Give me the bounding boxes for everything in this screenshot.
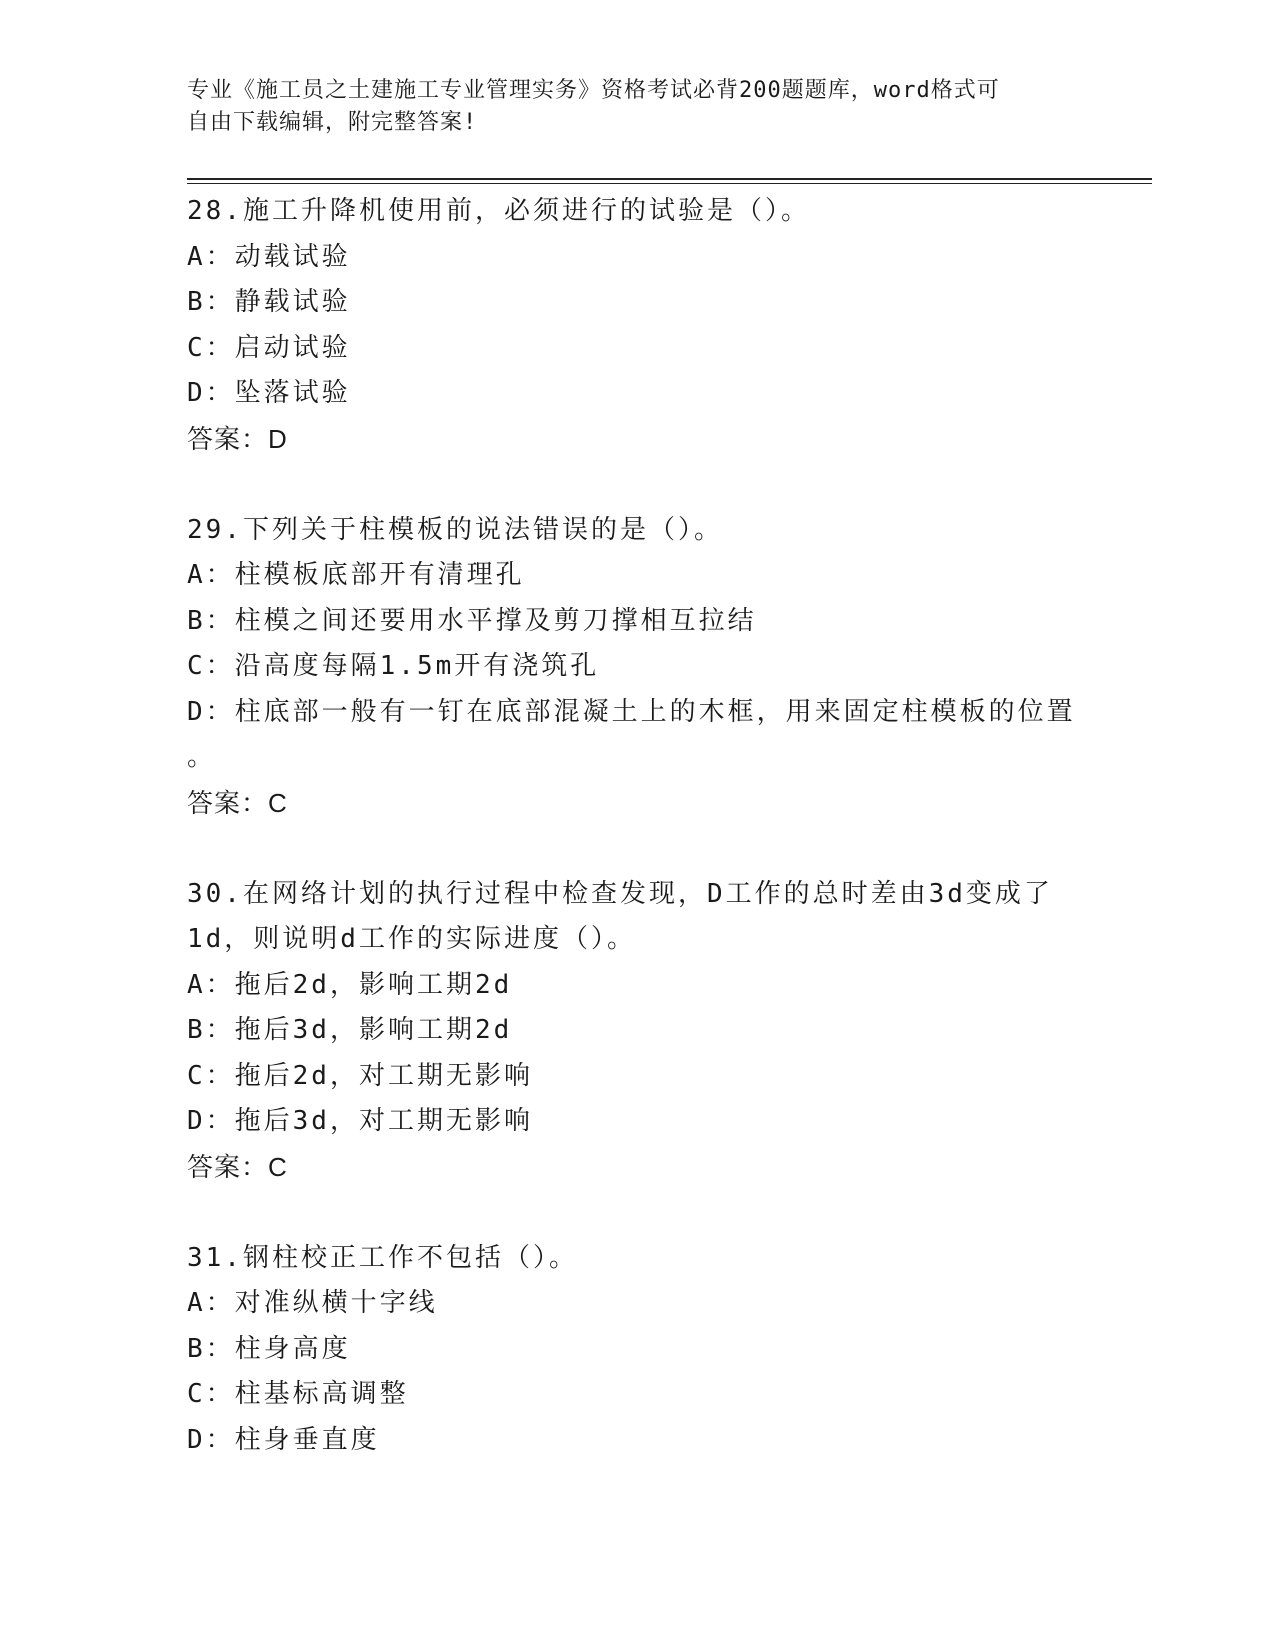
header-divider-thin [187, 183, 1152, 184]
question-list [187, 189, 1087, 1463]
spacer [187, 826, 1087, 872]
option-d-continuation: 。 [187, 742, 217, 772]
question-text: 31.钢柱校正工作不包括（）。 [187, 1242, 578, 1273]
option-a: A：对准纵横十字线 [187, 1288, 438, 1318]
option-b: B：柱身高度 [187, 1333, 351, 1364]
header-line-1: 专业《施工员之土建施工专业管理实务》资格考试必背200题题库，word格式可 [187, 78, 1000, 103]
question-text: 29.下列关于柱模板的说法错误的是（）。 [187, 514, 723, 545]
question-28 [187, 189, 1087, 462]
option-b: B：柱模之间还要用水平撑及剪刀撑相互拉结 [187, 605, 757, 636]
option-d: D：柱底部一般有一钉在底部混凝土上的木框，用来固定柱模板的位置 [187, 696, 1076, 727]
question-text: 28.施工升降机使用前，必须进行的试验是（）。 [187, 196, 810, 226]
option-c: C：沿高度每隔1.5m开有浇筑孔 [187, 651, 600, 681]
option-c: C：柱基标高调整 [187, 1379, 409, 1409]
question-text-continuation: 1d，则说明d工作的实际进度（）。 [187, 924, 636, 954]
answer: 答案：C [187, 787, 288, 818]
option-d: D：坠落试验 [187, 378, 351, 408]
document-header [187, 75, 1067, 139]
question-29 [187, 508, 1087, 827]
question-text: 30.在网络计划的执行过程中检查发现，D工作的总时差由3d变成了 [187, 878, 1053, 909]
answer: 答案：C [187, 1151, 288, 1182]
option-b: B：静载试验 [187, 287, 351, 317]
answer: 答案：D [187, 423, 288, 454]
option-a: A：柱模板底部开有清理孔 [187, 560, 525, 590]
option-d: D：拖后3d，对工期无影响 [187, 1106, 533, 1136]
header-line-2: 自由下载编辑，附完整答案! [187, 110, 478, 135]
option-d: D：柱身垂直度 [187, 1424, 380, 1455]
spacer [187, 1190, 1087, 1236]
spacer [187, 462, 1087, 508]
option-a: A：拖后2d，影响工期2d [187, 969, 513, 1000]
option-c: C：拖后2d，对工期无影响 [187, 1060, 533, 1091]
option-b: B：拖后3d，影响工期2d [187, 1015, 513, 1045]
header-divider-thick [187, 178, 1152, 180]
question-30 [187, 872, 1087, 1191]
option-a: A：动载试验 [187, 241, 351, 272]
question-31 [187, 1236, 1087, 1464]
option-c: C：启动试验 [187, 332, 351, 363]
